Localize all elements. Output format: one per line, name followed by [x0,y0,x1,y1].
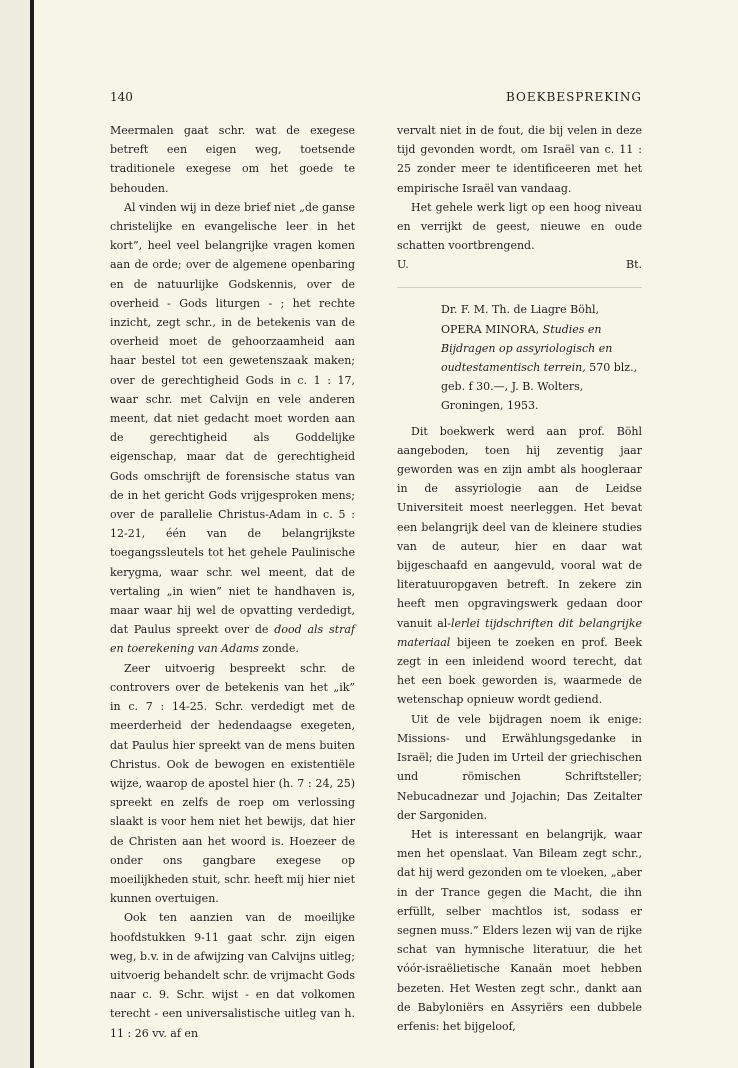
review-signature [397,255,642,274]
paragraph [110,198,355,659]
paragraph: vervalt niet in de fout, die bij velen in deze tijd gevonden wordt, om Israël van c. 11 : 25 zonder meer te identificeeren met het empirische Israël van vandaag. [397,124,642,195]
page-margin-strip [0,0,30,1068]
paragraph-text: bijeen te zoeken en prof. Beek zegt in een inleidend woord terecht, dat het een boek geworden is, waarmede de wetenschap opnieuw wordt gediend. [397,635,642,707]
italic-phrase: dood als straf en toerekening van Adams [110,623,356,656]
signature-right: Bt. [625,258,642,272]
right-column [397,121,642,1036]
running-header [110,90,642,106]
paragraph: Het is interessant en belangrijk, waar men het openslaat. Van Bileam zegt schr., dat hij werd gezonden om te vloeken, „aber in der Trance gegen die Macht, die ihn erfüllt, selber machtlos ist, sodass er segnen muss.” Elders lezen wij van de rijke schat van hymnische literatuur, die het vóór-israëlietische Kanaän moet hebben bezeten. Het Westen zegt schr., dankt aan de Babyloniërs en Assyriërs een dubbele erfenis: het bijgeloof, [397,827,642,1033]
left-column [110,121,355,1043]
book-details: 570 blz., geb. f 30.—, J. B. Wolters, Groningen, 1953. [441,361,638,413]
paragraph: Uit de vele bijdragen noem ik enige: Missions- und Erwählungsgedanke in Israël; die Juden im Urteil der griechischen und römischen Schriftsteller; Nebucadnezar und Jojachin; Das Zeitalter der Sargoniden. [397,712,642,822]
paragraph-text: Dit boekwerk werd aan prof. Böhl aangeboden, toen hij zeventig jaar geworden was en zijn ambt als hoogleraar in de assyriologie aan de Leidse Universiteit moest neerleggen. Het bevat een belangrijk deel van de kleinere studies van de auteur, hier en daar wat bijgeschaafd en aangevuld, vooral wat de literatuuropgaven betreft. In zekere zin heeft men opgravingswerk gedaan door vanuit al- [397,424,642,630]
binding-edge [30,0,34,1068]
paragraph: Ook ten aanzien van de moeilijke hoofdstukken 9-11 gaat schr. zijn eigen weg, b.v. in de afwijzing van Calvijns uitleg; uitvoerig behandelt schr. de vrijmacht Gods naar c. 9. Schr. wijst - en dat volkomen terecht - een universalistische uitleg van h. 11 : 26 vv. af en [110,911,355,1040]
italic-phrase: lerlei tijdschriften dit belangrijke materiaal [397,616,643,649]
page-number: 140 [110,90,133,104]
paragraph-text: Al vinden wij in deze brief niet „de ganse christelijke en evangelische leer in het kort”, heel veel belangrijke vragen komen aan de orde; over de algemene openbaring en de natuurlijke Godskennis, over de overheid - Gods liturgen - ; het rechte inzicht, zegt schr., in de betekenis van de overheid moet de gehoorzaamheid aan haar bestel tot een gewetenszaak maken; over de gerechtigheid Gods in c. 1 : 17, waar schr. met Calvijn en vele anderen meent, dat niet gedacht moet worden aan de gerechtigheid als Goddelijke eigenschap, maar dat de gerechtigheid Gods omschrijft de forensische status van de in het gericht Gods vrijgesproken mens; over de parallelie Christus-Adam in c. 5 : 12-21, één van de belangrijkste toegangssleutels tot het gehele Paulinische kerygma, waar schr. wel meent, dat de vertaling „in wien” niet te handhaven is, maar waar hij wel de opvatting verdedigt, dat Paulus spreekt over de [110,200,355,637]
citation-text [441,300,642,415]
section-divider [397,287,642,288]
book-subtitle: Studies en Bijdragen op assyriologisch en oudtestamentisch terrein, [441,322,613,375]
book-title: OPERA MINORA, [441,322,540,336]
paragraph: Zeer uitvoerig bespreekt schr. de controvers over de betekenis van het „ik” in c. 7 : 14-25. Schr. verdedigt met de meerderheid der hedendaagse exegeten, dat Paulus hier spreekt van de mens buiten Christus. Ook de bewogen en existentiële wijze, waarop de apostel hier (h. 7 : 24, 25) spreekt en zelfs de roep om verlossing slaakt is voor hem niet het bewijs, dat hier de Christen aan het woord is. Hoezeer de onder ons gangbare exegese op moeilijkheden stuit, schr. heeft mij hier niet kunnen overtuigen. [110,661,355,906]
book-author: Dr. F. M. Th. de Liagre Böhl, [441,303,599,317]
running-title: BOEKBESPREKING [505,90,642,104]
paragraph: Het gehele werk ligt op een hoog niveau en verrijkt de geest, nieuwe en oude schatten voortbrengend. [397,200,642,253]
signature-left: U. [397,258,409,272]
paragraph [397,422,642,710]
paragraph: Meermalen gaat schr. wat de exegese betreft een eigen weg, toetsende traditionele exegese om het goede te behouden. [110,124,355,195]
paragraph-text: zonde. [262,642,299,656]
book-citation [397,300,642,415]
